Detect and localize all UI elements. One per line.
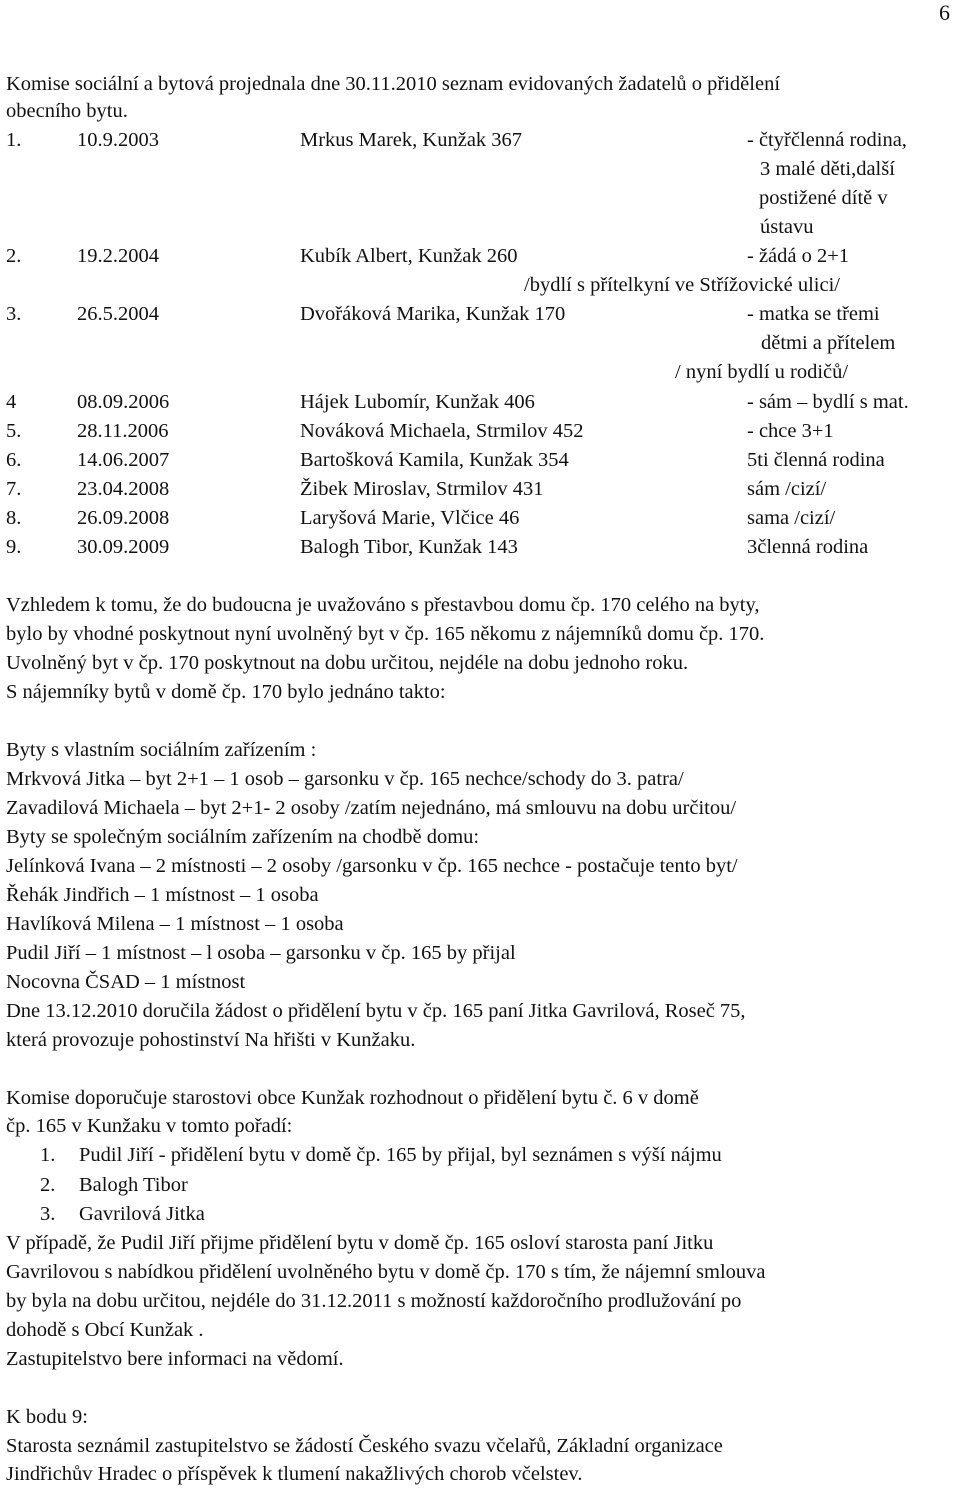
- text-line: by byla na dobu určitou, nejdéle do 31.12.2011 s možností každoročního prodlužování po: [6, 1290, 742, 1312]
- row-note: / nyní bydlí u rodičů/: [675, 361, 849, 383]
- row-name: Dvořáková Marika, Kunžak 170: [300, 303, 566, 325]
- text-line: Byty se společným sociálním zařízením na chodbě domu:: [6, 826, 480, 848]
- text-line: Jelínková Ivana – 2 místnosti – 2 osoby /garsonku v čp. 165 nechce - postačuje tento byt/: [6, 855, 738, 877]
- row-note: sám /cizí/: [747, 478, 827, 500]
- row-name: Bartošková Kamila, Kunžak 354: [300, 449, 569, 471]
- text-line: dohodě s Obcí Kunžak .: [6, 1319, 204, 1341]
- row-note: - matka se třemi: [747, 303, 880, 325]
- row-note: 3členná rodina: [747, 536, 869, 558]
- row-note: - sám – bydlí s mat.: [747, 391, 909, 413]
- row-note: /bydlí s přítelkyní ve Střížovické ulici/: [524, 274, 840, 296]
- text-line: bylo by vhodné poskytnout nyní uvolněný byt v čp. 165 někomu z nájemníků domu čp. 170.: [6, 623, 765, 645]
- row-name: Hájek Lubomír, Kunžak 406: [300, 391, 535, 413]
- row-name: Laryšová Marie, Vlčice 46: [300, 507, 520, 529]
- page-number: 6: [939, 0, 950, 25]
- text-line: Dne 13.12.2010 doručila žádost o přidělení bytu v čp. 165 paní Jitka Gavrilová, Roseč 75,: [6, 1000, 746, 1022]
- text-line: Vzhledem k tomu, že do budoucna je uvažováno s přestavbou domu čp. 170 celého na byty,: [6, 594, 760, 616]
- row-note: ústavu: [760, 216, 814, 238]
- text-line: Mrkvová Jitka – byt 2+1 – 1 osob – garsonku v čp. 165 nechce/schody do 3. patra/: [6, 768, 684, 790]
- text-line: která provozuje pohostinství Na hřišti v Kunžaku.: [6, 1029, 416, 1051]
- list-item-text: Pudil Jiří - přidělení bytu v domě čp. 165 by přijal, byl seznámen s výší nájmu: [79, 1144, 722, 1166]
- row-note: - chce 3+1: [747, 420, 834, 442]
- row-name: Kubík Albert, Kunžak 260: [300, 245, 518, 267]
- text-line: Zastupitelstvo bere informaci na vědomí.: [6, 1348, 344, 1370]
- text-line: Havlíková Milena – 1 místnost – 1 osoba: [6, 913, 344, 935]
- row-name: Žibek Miroslav, Strmilov 431: [300, 478, 544, 500]
- row-number: 1.: [6, 129, 22, 151]
- text-line: Zavadilová Michaela – byt 2+1- 2 osoby /zatím nejednáno, má smlouvu na dobu určitou/: [6, 797, 737, 819]
- text-line: Byty s vlastním sociálním zařízením :: [6, 739, 317, 761]
- list-item-number: 2.: [40, 1174, 56, 1196]
- row-number: 8.: [6, 507, 22, 529]
- row-number: 5.: [6, 420, 22, 442]
- text-line: Starosta seznámil zastupitelstvo se žádostí Českého svazu včelařů, Základní organizace: [6, 1435, 723, 1457]
- text-line: čp. 165 v Kunžaku v tomto pořadí:: [6, 1115, 293, 1137]
- text-line: Komise sociální a bytová projednala dne 30.11.2010 seznam evidovaných žadatelů o přidělení: [6, 73, 781, 95]
- row-date: 26.5.2004: [77, 303, 159, 325]
- row-number: 2.: [6, 245, 22, 267]
- text-line: Nocovna ČSAD – 1 místnost: [6, 971, 246, 993]
- text-line: V případě, že Pudil Jiří přijme přidělení bytu v domě čp. 165 osloví starosta paní Jitku: [6, 1232, 714, 1254]
- text-line: Komise doporučuje starostovi obce Kunžak rozhodnout o přidělení bytu č. 6 v domě: [6, 1087, 699, 1109]
- list-item-number: 3.: [40, 1203, 56, 1225]
- row-date: 19.2.2004: [77, 245, 159, 267]
- row-number: 6.: [6, 449, 22, 471]
- row-date: 26.09.2008: [77, 507, 170, 529]
- row-note: sama /cizí/: [747, 507, 836, 529]
- row-date: 08.09.2006: [77, 391, 170, 413]
- row-number: 3.: [6, 303, 22, 325]
- list-item-text: Gavrilová Jitka: [79, 1203, 205, 1225]
- list-item-number: 1.: [40, 1144, 56, 1166]
- text-line: Gavrilovou s nabídkou přidělení uvolněného bytu v domě čp. 170 s tím, že nájemní smlouva: [6, 1261, 766, 1283]
- list-item-text: Balogh Tibor: [79, 1174, 188, 1196]
- row-note: 5ti členná rodina: [747, 449, 885, 471]
- text-line: Jindřichův Hradec o příspěvek k tlumení nakažlivých chorob včelstev.: [6, 1463, 583, 1485]
- row-date: 23.04.2008: [77, 478, 170, 500]
- row-name: Mrkus Marek, Kunžak 367: [300, 129, 523, 151]
- row-number: 7.: [6, 478, 22, 500]
- row-note: dětmi a přítelem: [761, 332, 896, 354]
- row-date: 30.09.2009: [77, 536, 170, 558]
- text-line: Uvolněný byt v čp. 170 poskytnout na dobu určitou, nejdéle na dobu jednoho roku.: [6, 652, 689, 674]
- text-line: S nájemníky bytů v domě čp. 170 bylo jednáno takto:: [6, 681, 446, 703]
- row-name: Nováková Michaela, Strmilov 452: [300, 420, 584, 442]
- row-date: 28.11.2006: [77, 420, 169, 442]
- row-name: Balogh Tibor, Kunžak 143: [300, 536, 518, 558]
- row-note: 3 malé děti,další: [760, 158, 895, 180]
- row-note: - čtyřčlenná rodina,: [747, 129, 907, 151]
- text-line: Pudil Jiří – 1 místnost – l osoba – garsonku v čp. 165 by přijal: [6, 942, 516, 964]
- text-line: obecního bytu.: [6, 100, 128, 122]
- row-number: 4: [6, 391, 17, 413]
- row-note: postižené dítě v: [759, 187, 888, 209]
- text-line: Řehák Jindřich – 1 místnost – 1 osoba: [6, 884, 319, 906]
- row-date: 14.06.2007: [77, 449, 170, 471]
- row-number: 9.: [6, 536, 22, 558]
- section-heading: K bodu 9:: [6, 1406, 88, 1428]
- row-note: - žádá o 2+1: [747, 245, 850, 267]
- row-date: 10.9.2003: [77, 129, 159, 151]
